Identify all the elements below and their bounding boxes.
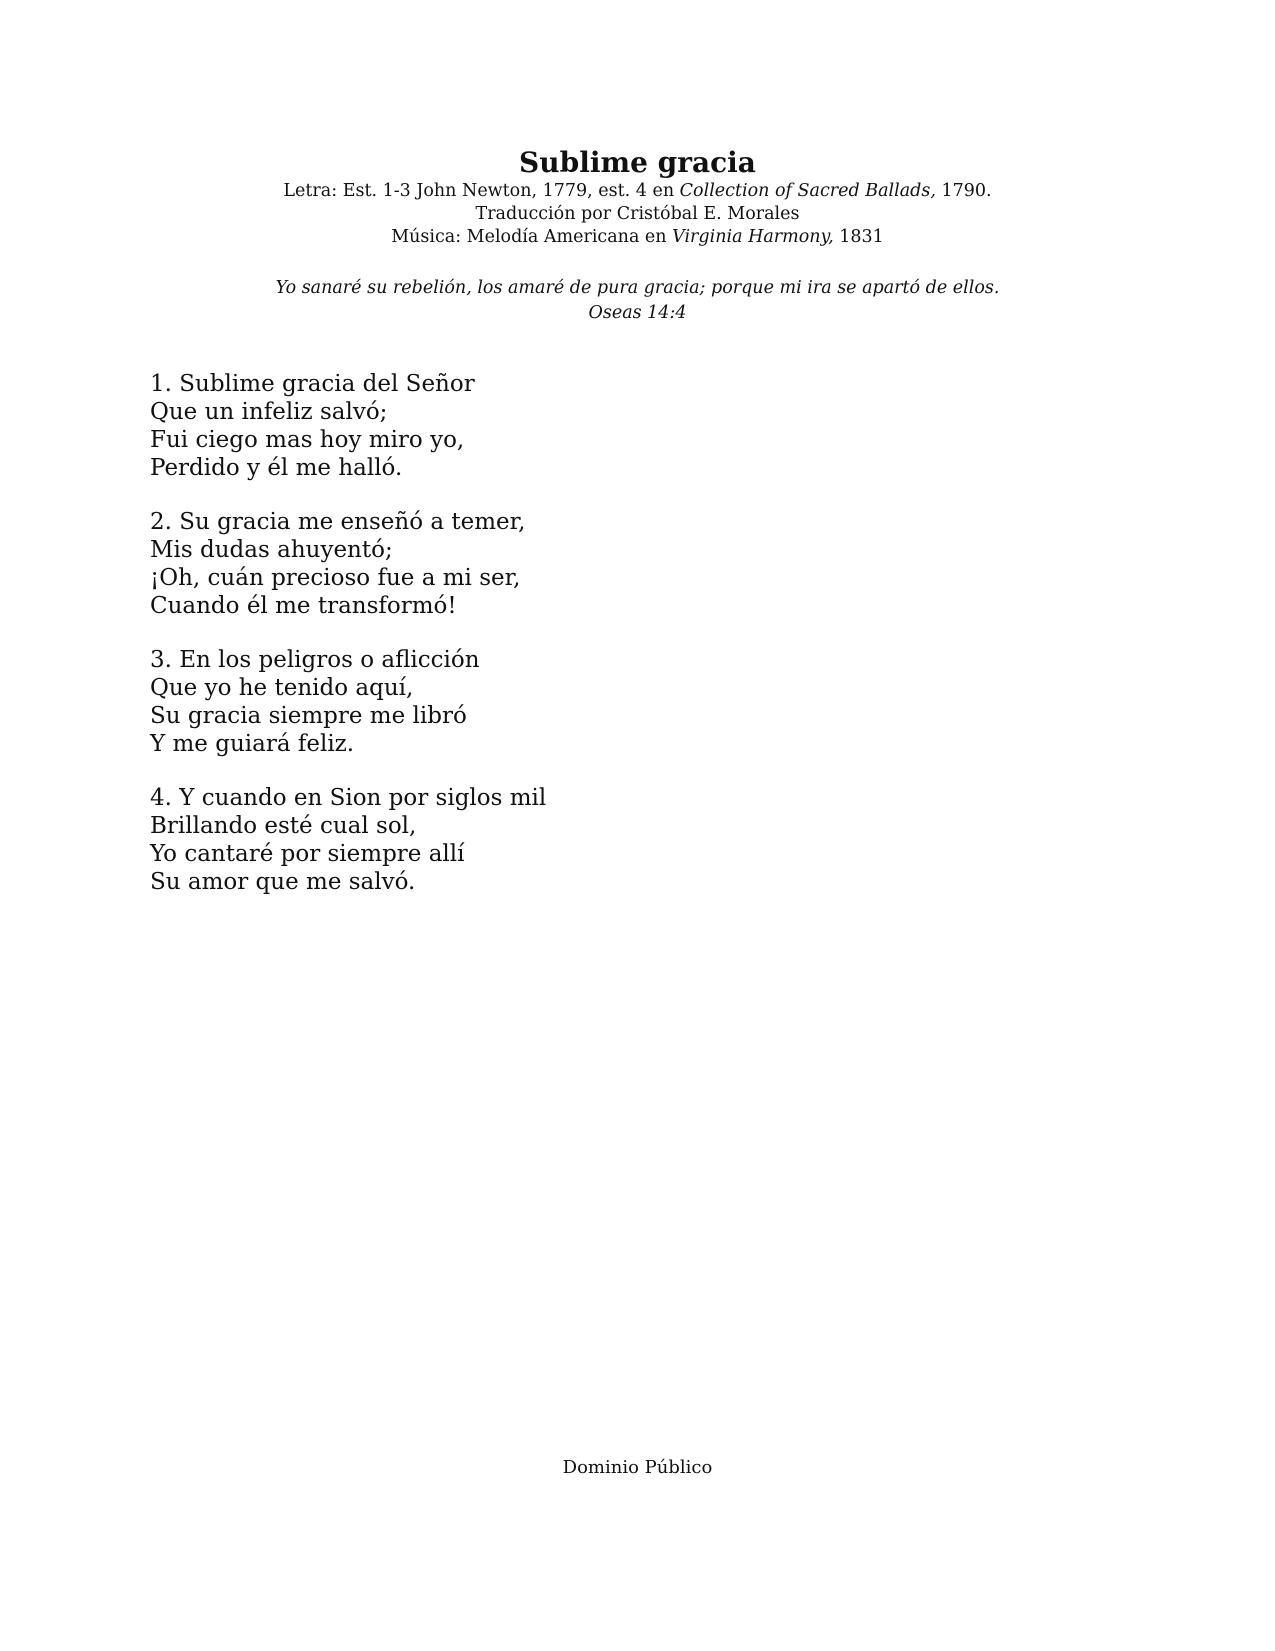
lyrics-credit-work: Collection of Sacred Ballads, bbox=[679, 181, 936, 201]
lyric-line: 1. Sublime gracia del Señor bbox=[150, 371, 475, 397]
lyric-line: ¡Oh, cuán precioso fue a mi ser, bbox=[150, 565, 521, 591]
license-footer: Dominio Público bbox=[562, 1457, 713, 1478]
stanza-1 bbox=[150, 370, 850, 482]
lyrics-credit-suffix: 1790. bbox=[935, 181, 992, 201]
lyric-line: Su gracia siempre me libró bbox=[150, 703, 467, 729]
music-credit-work: Virginia Harmony, bbox=[672, 227, 834, 247]
lyric-line: Su amor que me salvó. bbox=[150, 869, 416, 895]
stanza-3 bbox=[150, 646, 850, 758]
lyrics-credit bbox=[0, 180, 1275, 203]
scripture-epigraph bbox=[0, 276, 1275, 326]
epigraph-reference: Oseas 14:4 bbox=[588, 303, 687, 323]
lyric-line: Yo cantaré por siempre allí bbox=[150, 841, 465, 867]
lyrics bbox=[150, 370, 850, 922]
lyric-line: Que un infeliz salvó; bbox=[150, 399, 388, 425]
lyric-line: Brillando esté cual sol, bbox=[150, 813, 417, 839]
lyric-line: Y me guiará feliz. bbox=[150, 731, 355, 757]
music-credit-suffix: 1831 bbox=[833, 227, 884, 247]
music-credit-prefix: Música: Melodía Americana en bbox=[391, 227, 673, 247]
epigraph-text: Yo sanaré su rebelión, los amaré de pura gracia; porque mi ira se apartó de ellos. bbox=[275, 278, 1000, 298]
translation-credit: Traducción por Cristóbal E. Morales bbox=[475, 204, 800, 224]
lyric-line: Mis dudas ahuyentó; bbox=[150, 537, 393, 563]
lyric-line: 2. Su gracia me enseñó a temer, bbox=[150, 509, 526, 535]
lyric-line: 4. Y cuando en Sion por siglos mil bbox=[150, 785, 547, 811]
lyric-line: Que yo he tenido aquí, bbox=[150, 675, 414, 701]
lyric-line: Perdido y él me halló. bbox=[150, 455, 403, 481]
song-header bbox=[0, 146, 1275, 249]
lyric-line: 3. En los peligros o aflicción bbox=[150, 647, 480, 673]
lyric-line: Fui ciego mas hoy miro yo, bbox=[150, 427, 465, 453]
song-title: Sublime gracia bbox=[519, 146, 756, 179]
stanza-4 bbox=[150, 784, 850, 896]
music-credit bbox=[0, 226, 1275, 249]
lyric-line: Cuando él me transformó! bbox=[150, 593, 457, 619]
stanza-2 bbox=[150, 508, 850, 620]
lyrics-credit-prefix: Letra: Est. 1-3 John Newton, 1779, est. 4 en bbox=[283, 181, 680, 201]
